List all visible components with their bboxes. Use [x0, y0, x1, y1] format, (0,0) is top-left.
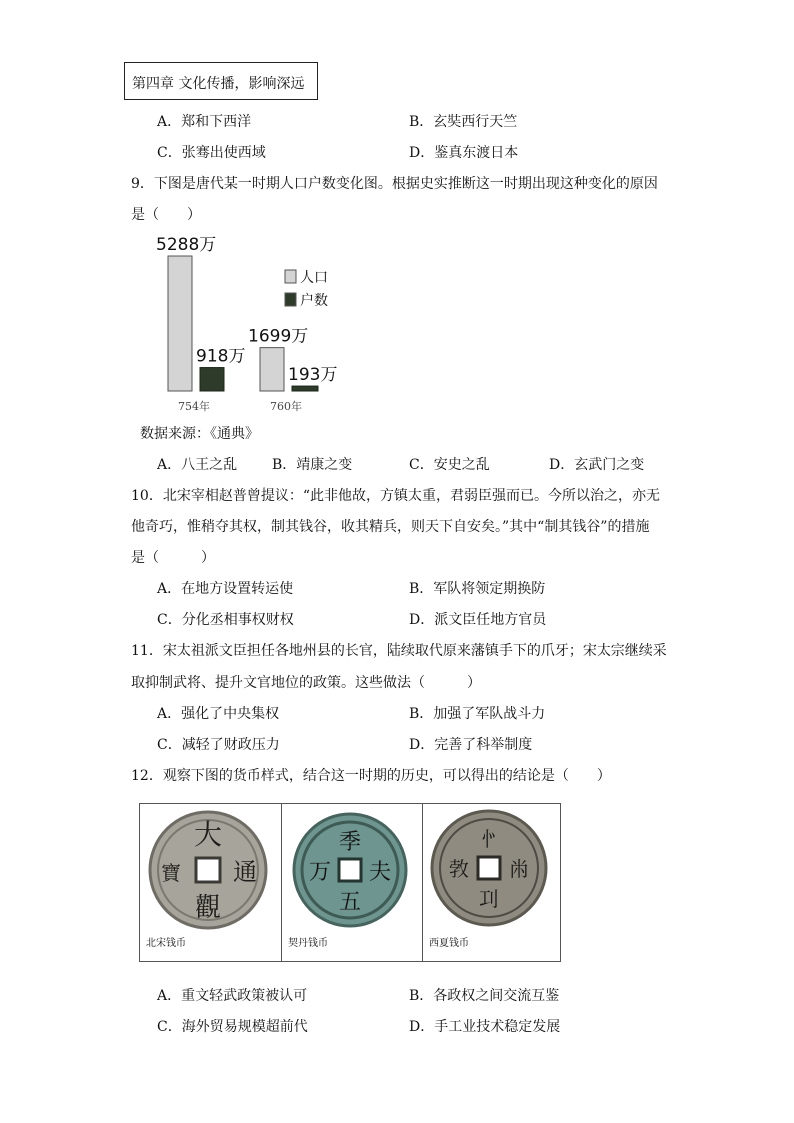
q9-stem-line1: 9．下图是唐代某一时期人口户数变化图。根据史实推断这一时期出现这种变化的原因	[131, 176, 658, 192]
chapter-title-box	[124, 62, 318, 100]
q11-option-a[interactable]: A．强化了中央集权	[157, 706, 280, 722]
value-label-households-1: 193万	[288, 365, 338, 386]
q12-stem: 12．观察下图的货币样式，结合这一时期的历史，可以得出的结论是（ ）	[131, 768, 611, 784]
coin-label-song: 北宋钱币	[146, 938, 186, 949]
coin-figure	[139, 803, 561, 962]
coin-char: 万	[308, 860, 332, 885]
q9-stem-line2: 是（ ）	[131, 207, 201, 223]
legend-swatch	[285, 293, 296, 306]
q9-option-d[interactable]: D．玄武门之变	[549, 457, 645, 473]
coin-char: 大	[193, 818, 223, 851]
legend-label: 人口	[300, 270, 328, 286]
coin-cell-song	[140, 804, 280, 961]
coin-char: 夫	[368, 860, 392, 885]
q9-option-b[interactable]: B．靖康之变	[272, 457, 353, 473]
chart-source: 数据来源：《通典》	[140, 426, 259, 442]
value-label-population-0: 5288万	[156, 235, 217, 255]
q10-option-a[interactable]: A．在地方设置转运使	[157, 581, 294, 597]
q10-option-b[interactable]: B．军队将领定期换防	[409, 581, 546, 597]
q9-option-a[interactable]: A．八王之乱	[157, 457, 238, 473]
q10-option-c[interactable]: C．分化丞相事权财权	[157, 612, 294, 628]
q11-stem-line1: 11．宋太祖派文臣担任各地州县的长官，陆续取代原来藩镇手下的爪牙；宋太宗继续采	[131, 643, 667, 659]
q8-option-c[interactable]: C．张骞出使西域	[157, 145, 266, 161]
q8-option-d[interactable]: D．鉴真东渡日本	[409, 145, 519, 161]
q9-option-c[interactable]: C．安史之乱	[409, 457, 490, 473]
coin-char: 五	[338, 890, 362, 915]
coin-label-khitan: 契丹钱币	[288, 938, 328, 949]
chapter-title: 第四章 文化传播，影响深远	[132, 76, 305, 92]
coin-char: 寶	[161, 861, 181, 885]
q10-stem-line3: 是（ ）	[131, 550, 215, 566]
q11-option-c[interactable]: C．减轻了财政压力	[157, 737, 280, 753]
bar-population-1	[260, 348, 284, 391]
q12-option-d[interactable]: D．手工业技术稳定发展	[409, 1019, 561, 1035]
q11-option-b[interactable]: B．加强了军队战斗力	[409, 706, 546, 722]
value-label-population-1: 1699万	[248, 326, 309, 347]
legend-label: 户数	[300, 293, 328, 309]
q11-stem-line2: 取抑制武将、提升文官地位的政策。这些做法（ ）	[131, 675, 481, 691]
q10-stem-line1: 10．北宋宰相赵普曾提议：“此非他故，方镇太重，君弱臣强而已。今所以治之，亦无	[131, 488, 660, 504]
coin-char: 觀	[194, 893, 222, 923]
coin-cell-khitan	[281, 804, 421, 961]
q12-option-b[interactable]: B．各政权之间交流互鉴	[409, 988, 560, 1004]
q11-option-d[interactable]: D．完善了科举制度	[409, 737, 533, 753]
bar-households-1	[292, 386, 318, 391]
coin-char: 季	[338, 830, 362, 855]
x-tick-label: 760年	[270, 400, 302, 413]
value-label-households-0: 918万	[196, 346, 246, 367]
coin-char: 㡀	[509, 857, 529, 881]
chart-legend	[285, 270, 328, 309]
coin-char: 㪍	[449, 857, 469, 881]
chart-x-ticks	[178, 399, 302, 413]
q12-option-a[interactable]: A．重文轻武政策被认可	[157, 988, 308, 1004]
q12-option-c[interactable]: C．海外贸易规模超前代	[157, 1019, 308, 1035]
coin-char: 㓚	[479, 887, 499, 911]
coin-cell-xixia	[422, 804, 562, 961]
population-chart	[150, 230, 370, 415]
coin-char: 㣺	[479, 827, 499, 851]
bar-population-0	[168, 256, 192, 391]
q10-option-d[interactable]: D．派文臣任地方官员	[409, 612, 547, 628]
legend-swatch	[285, 270, 296, 283]
bar-households-0	[200, 368, 224, 391]
q10-stem-line2: 他奇巧，惟稍夺其权，制其钱谷，收其精兵，则天下自安矣。”其中“制其钱谷”的措施	[131, 519, 650, 535]
x-tick-label: 754年	[178, 400, 210, 413]
coin-label-xixia: 西夏钱币	[429, 938, 469, 949]
q8-option-b[interactable]: B．玄奘西行天竺	[409, 114, 518, 130]
coin-char: 通	[233, 858, 257, 886]
q8-option-a[interactable]: A．郑和下西洋	[157, 114, 252, 130]
